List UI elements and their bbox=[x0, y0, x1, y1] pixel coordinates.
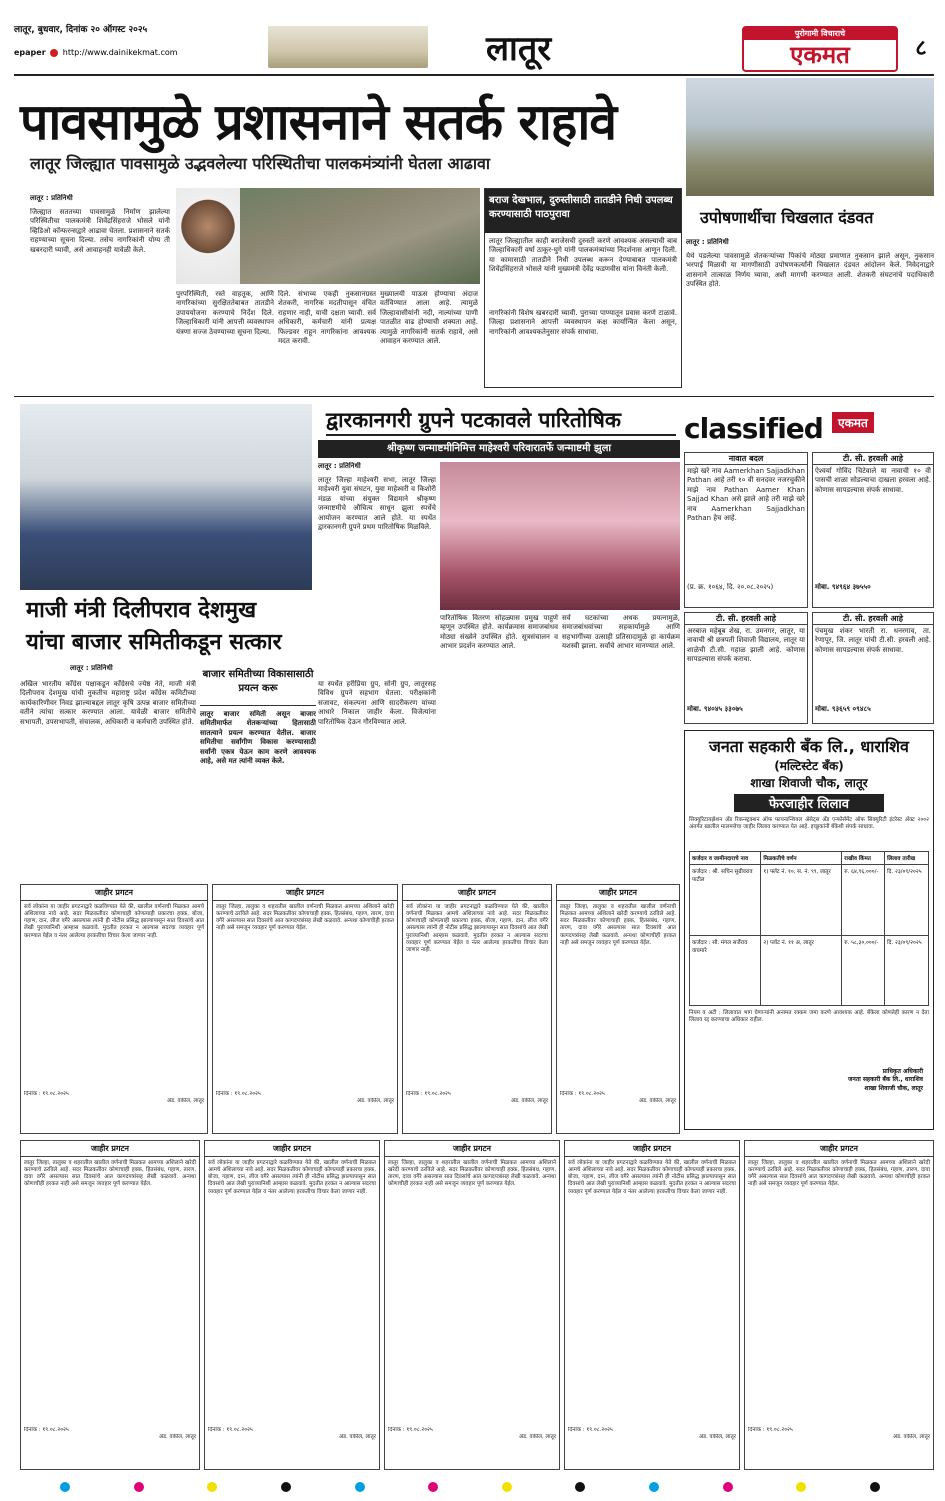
notice-3 bbox=[402, 884, 552, 1134]
upsc-byline: लातूर : प्रतिनिधी bbox=[686, 238, 729, 246]
notice-1-body: सर्व लोकांना या जाहीर प्रगटनाद्वारे कळविण्यात येते की, खालील वर्णनाची मिळकत आमचे अशिलाच्या नावे आहे. सदर मिळकतीवर कोणाचाही कोणत्याही प्रकारचा हक्क, बोजा, गहाण, दान, लीज वगैरे असल्यास त्यांनी ही नोटीस प्रसिद्ध झाल्यापासून सात दिवसांचे आत लेखी पुराव्यानिशी आम्हास कळवावे. मुदतीत हरकत न आल्यास सदरचा व्यवहार पूर्ण करण्यात येईल व नंतर आलेल्या हरकतीचा विचार केला जाणार नाही. bbox=[24, 904, 204, 939]
classified-ad-4-head: टी. सी. हरवली आहे bbox=[813, 613, 933, 625]
lead-headline: पावसामुळे प्रशासनाने सतर्क राहावे bbox=[20, 93, 617, 151]
brand-logo bbox=[742, 26, 898, 72]
notice-9-body: लातूर जिल्हा, तालुका व शहरातील खालील वर्णनाची मिळकत आमच्या अशिलाने खरेदी करण्याचे ठरविले आहे. सदर मिळकतीवर कोणाचाही हक्क, हितसंबंध, गहाण, तारण, दावा वगैरे असल्यास सात दिवसांचे आत कागदपत्रांसह लेखी कळवावे. अन्यथा कोणाचीही हरकत नाही असे समजून व्यवहार पूर्ण करण्यात येईल. bbox=[748, 1160, 930, 1188]
registration-dot-icon bbox=[575, 1482, 585, 1492]
bank-signature bbox=[685, 1068, 933, 1093]
classified-ad-3-head: टी. सी. हरवली आहे bbox=[813, 453, 933, 465]
bank-terms: नियम व अटी : लिलावात भाग घेणाऱ्यांनी अनामत रक्कम जमा करणे आवश्यक आहे. बँकेला कोणतेही कारण न देता लिलाव रद्द करण्याचा अधिकार राहील. bbox=[689, 1010, 929, 1024]
classified-ad-4 bbox=[812, 612, 934, 724]
felicitation-photo bbox=[20, 404, 312, 590]
notice-7-advocate: ॲड. वकील, लातूर bbox=[518, 1434, 556, 1441]
notice-4-date: दिनांक : १९.०८.२०२५ bbox=[560, 1091, 605, 1097]
bank-col-2: मिळकतीचे वर्णन bbox=[761, 852, 842, 865]
deshmukh-headline-2: यांचा बाजार समितीकडून सत्कार bbox=[26, 630, 282, 655]
flood-photo bbox=[240, 188, 480, 284]
deshmukh-box-headline: बाजार समितीच्या विकासासाठी प्रयत्न करू bbox=[200, 666, 316, 706]
notice-7-body: लातूर जिल्हा, तालुका व शहरातील खालील वर्णनाची मिळकत आमच्या अशिलाने खरेदी करण्याचे ठरविले आहे. सदर मिळकतीवर कोणाचाही हक्क, हितसंबंध, गहाण, तारण, दावा वगैरे असल्यास सात दिवसांचे आत कागदपत्रांसह लेखी कळवावे. अन्यथा कोणाचीही हरकत नाही असे समजून व्यवहार पूर्ण करण्यात येईल. bbox=[388, 1160, 556, 1188]
registration-dot-icon bbox=[502, 1482, 512, 1492]
bank-row-2-date: दि. २३/०९/२०२५ bbox=[885, 935, 928, 1005]
upsc-body: येथे पडलेल्या पावसामुळे शेतकऱ्यांच्या पिकांचे मोठ्या प्रमाणात नुकसान झाले असून, नुकसान भरपाई मिळावी या मागणीसाठी उपोषणकर्त्यांनी चिखलात दंडवत आंदोलन केले. निवेदनाद्वारे शासनाने तात्काळ निर्णय घ्यावा, अशी मागणी करण्यात आली. शेतकरी संघटनांचे पदाधिकारी उपस्थित होते. bbox=[686, 252, 934, 289]
bank-col-3: राखीव किंमत bbox=[842, 852, 885, 865]
notice-4 bbox=[556, 884, 680, 1134]
bank-table bbox=[689, 851, 929, 1006]
classified-ad-3 bbox=[812, 452, 934, 608]
notice-2-advocate: ॲड. वकील, लातूर bbox=[356, 1098, 394, 1105]
notice-7-title: जाहीर प्रगटन bbox=[385, 1141, 559, 1157]
header-rule bbox=[14, 74, 934, 76]
registration-dot-icon bbox=[428, 1482, 438, 1492]
notice-3-title: जाहीर प्रगटन bbox=[403, 885, 551, 901]
notice-5-advocate: ॲड. वकील, लातूर bbox=[158, 1434, 196, 1441]
bank-row-2-price: रु. ५८,३०,०००/- bbox=[842, 935, 885, 1005]
notice-8-body: सर्व लोकांना या जाहीर प्रगटनाद्वारे कळविण्यात येते की, खालील वर्णनाची मिळकत आमचे अशिलाच्या नावे आहे. सदर मिळकतीवर कोणाचाही कोणत्याही प्रकारचा हक्क, बोजा, गहाण, दान, लीज वगैरे असल्यास त्यांनी ही नोटीस प्रसिद्ध झाल्यापासून सात दिवसांचे आत लेखी पुराव्यानिशी आम्हास कळवावे. मुदतीत हरकत न आल्यास सदरचा व्यवहार पूर्ण करण्यात येईल व नंतर आलेल्या हरकतीचा विचार केला जाणार नाही. bbox=[568, 1160, 736, 1195]
notice-9 bbox=[744, 1140, 934, 1470]
notice-5 bbox=[20, 1140, 200, 1470]
notice-9-advocate: ॲड. वकील, लातूर bbox=[892, 1434, 930, 1441]
notice-1-date: दिनांक : १९.०८.२०२५ bbox=[24, 1091, 69, 1097]
registration-dot-icon bbox=[134, 1482, 144, 1492]
registration-dot-icon bbox=[281, 1482, 291, 1492]
notice-8-date: दिनांक : १९.०८.२०२५ bbox=[568, 1427, 613, 1433]
bank-notice: फेरजाहीर लिलाव bbox=[734, 794, 884, 812]
bank-col-4: लिलाव तारीख bbox=[885, 852, 928, 865]
classified-ad-1-body: माझे खरे नाव Aamerkhan Sajjadkhan Pathan आहे तरी १० वी सनदवर नजरचुकीने माझे नाव Pathan Aamer Khan Sajjad Khan असे झाले आहे तरी माझे खरे नाव Aamerkhan Sajjadkhan Pathan हेच आहे. bbox=[687, 467, 805, 523]
notice-7-date: दिनांक : १९.०८.२०२५ bbox=[388, 1427, 433, 1433]
epaper-line bbox=[14, 48, 254, 62]
classified-ad-2-head: टी. सी. हरवली आहे bbox=[685, 613, 807, 625]
notice-4-body: लातूर जिल्हा, तालुका व शहरातील खालील वर्णनाची मिळकत आमच्या अशिलाने खरेदी करण्याचे ठरविले आहे. सदर मिळकतीवर कोणाचाही हक्क, हितसंबंध, गहाण, तारण, दावा वगैरे असल्यास सात दिवसांचे आत कागदपत्रांसह लेखी कळवावे. अन्यथा कोणाचीही हरकत नाही असे समजून व्यवहार पूर्ण करण्यात येईल. bbox=[560, 904, 676, 946]
classified-ad-1-head: नावात बदल bbox=[685, 453, 807, 465]
globe-icon bbox=[50, 49, 58, 57]
notice-2 bbox=[212, 884, 398, 1134]
bank-row-1-property: १) फ्लॅट नं. १०, स. नं. ९९, लातूर bbox=[761, 865, 842, 935]
notice-6-title: जाहीर प्रगटन bbox=[205, 1141, 379, 1157]
bank-subtitle: (मल्टिस्टेट बँक) bbox=[774, 759, 844, 773]
bank-row-2-property: २) प्लॉट नं. ११ अ, लातूर bbox=[761, 935, 842, 1005]
upsc-headline: उपोषणार्थीचा चिखलात दंडवत bbox=[700, 208, 874, 227]
notice-5-body: लातूर जिल्हा, तालुका व शहरातील खालील वर्णनाची मिळकत आमच्या अशिलाने खरेदी करण्याचे ठरविले आहे. सदर मिळकतीवर कोणाचाही हक्क, हितसंबंध, गहाण, तारण, दावा वगैरे असल्यास सात दिवसांचे आत कागदपत्रांसह लेखी कळवावे. अन्यथा कोणाचीही हरकत नाही असे समजून व्यवहार पूर्ण करण्यात येईल. bbox=[24, 1160, 196, 1188]
sidebar-story-box bbox=[484, 188, 682, 388]
registration-dot-icon bbox=[649, 1482, 659, 1492]
bank-row-1-price: रु. ६४,९६,०००/- bbox=[842, 865, 885, 935]
notice-1-title: जाहीर प्रगटन bbox=[21, 885, 207, 901]
lead-col5: नागरिकांनी विशेष खबरदारी घ्यावी. पुराच्या पाण्यातून प्रवास करणे टाळावे. जिल्हा प्रशासनाने आपत्ती व्यवस्थापन कक्ष कार्यान्वित केला असून, नागरिकांनी आवश्यकतेनुसार संपर्क साधावा. bbox=[489, 309, 677, 336]
notice-7 bbox=[384, 1140, 560, 1470]
notice-3-date: दिनांक : १९.०८.२०२५ bbox=[406, 1091, 451, 1097]
bank-row-1-date: दि. २३/०९/२०२५ bbox=[887, 869, 922, 875]
notice-4-advocate: ॲड. वकील, लातूर bbox=[638, 1098, 676, 1105]
lead-col3: दिले. संभाव्य एकही नुकसानग्रस्त शेतकरी, नागरिक मदतीपासून वंचित राहणार नाही, याची दक्षता घ्यावी. सर्व अधिकारी, कर्मचारी यांनी प्रत्यक्ष फिल्डवर राहून नागरिकांना आवश्यक मदत करावी. bbox=[278, 290, 376, 346]
registration-dot-icon bbox=[207, 1482, 217, 1492]
registration-dot-icon bbox=[355, 1482, 365, 1492]
minister-portrait-photo bbox=[176, 188, 240, 284]
notice-6-date: दिनांक : १९.०८.२०२५ bbox=[208, 1427, 253, 1433]
section-title: लातूर bbox=[486, 29, 552, 69]
bank-branch: शाखा शिवाजी चौक, लातूर bbox=[750, 776, 868, 790]
bank-title: जनता सहकारी बँक लि., धाराशिव bbox=[709, 737, 909, 756]
jhula-photo bbox=[440, 462, 680, 610]
classified-ad-1 bbox=[684, 452, 808, 608]
notice-2-body: लातूर जिल्हा, तालुका व शहरातील खालील वर्णनाची मिळकत आमच्या अशिलाने खरेदी करण्याचे ठरविले आहे. सदर मिळकतीवर कोणाचाही हक्क, हितसंबंध, गहाण, तारण, दावा वगैरे असल्यास सात दिवसांचे आत कागदपत्रांसह लेखी कळवावे. अन्यथा कोणाचीही हरकत नाही असे समजून व्यवहार पूर्ण करण्यात येईल. bbox=[216, 904, 394, 932]
sidebar-story-headline: बराज देखभाल, दुरुस्तीसाठी तातडीने निधी उपलब्ध करण्यासाठी पाठपुरावा bbox=[485, 189, 681, 233]
classified-ad-3-body: ऐश्वर्या गोविंद चिटेवाले या नावाची १० वी पासची शाळा सोडल्याचा दाखला हरवला आहे. कोणास सापडल्यास संपर्क साधावा. bbox=[815, 467, 931, 494]
classified-ad-2-contact: मोबा. ९४०४५ ३३०७५ bbox=[687, 705, 743, 713]
notice-3-body: सर्व लोकांना या जाहीर प्रगटनाद्वारे कळविण्यात येते की, खालील वर्णनाची मिळकत आमचे अशिलाच्या नावे आहे. सदर मिळकतीवर कोणाचाही कोणत्याही प्रकारचा हक्क, बोजा, गहाण, दान, लीज वगैरे असल्यास त्यांनी ही नोटीस प्रसिद्ध झाल्यापासून सात दिवसांचे आत लेखी पुराव्यानिशी आम्हास कळवावे. मुदतीत हरकत न आल्यास सदरचा व्यवहार पूर्ण करण्यात येईल व नंतर आलेल्या हरकतीचा विचार केला जाणार नाही. bbox=[406, 904, 548, 953]
lead-subhead: लातूर जिल्ह्यात पावसामुळे उद्भवलेल्या परिस्थितीचा पालकमंत्र्यांनी घेतला आढावा bbox=[30, 154, 491, 173]
notice-1-advocate: ॲड. वकील, लातूर bbox=[166, 1098, 204, 1105]
notice-2-title: जाहीर प्रगटन bbox=[213, 885, 397, 901]
lead-col1: जिल्ह्यात सततच्या पावसामुळे निर्माण झालेल्या परिस्थितीचा पालकमंत्री शिवेंद्रसिंहराजे भोसले यांनी व्हिडिओ कॉन्फरन्सद्वारे आढावा घेतला. प्रशासनाने सतर्क राहण्याच्या सूचना दिल्या. तसेच नागरिकांनी योग्य ती खबरदारी घ्यावी, असे आवाहनही यावेळी केले. bbox=[30, 208, 170, 254]
notice-6-body: सर्व लोकांना या जाहीर प्रगटनाद्वारे कळविण्यात येते की, खालील वर्णनाची मिळकत आमचे अशिलाच्या नावे आहे. सदर मिळकतीवर कोणाचाही कोणत्याही प्रकारचा हक्क, बोजा, गहाण, दान, लीज वगैरे असल्यास त्यांनी ही नोटीस प्रसिद्ध झाल्यापासून सात दिवसांचे आत लेखी पुराव्यानिशी आम्हास कळवावे. मुदतीत हरकत न आल्यास सदरचा व्यवहार पूर्ण करण्यात येईल व नंतर आलेल्या हरकतीचा विचार केला जाणार नाही. bbox=[208, 1160, 376, 1195]
lead-col4: मुख्यालयी पाऊस होण्याचा अंदाज वर्तविण्यात आला आहे. त्यामुळे जिल्हावासीयांनी नदी, नाल्यांच्या पाणी पातळीत वाढ होण्याची शक्यता आहे. त्यामुळे नागरिकांनी सतर्क राहावे, असे आवाहन करण्यात आले. bbox=[380, 290, 478, 346]
dwarka-headline: द्वारकानगरी ग्रुपने पटकावले पारितोषिक bbox=[326, 406, 676, 436]
registration-dot-icon bbox=[870, 1482, 880, 1492]
bank-col-1: कर्जदार व जामीनदाराचे नाव bbox=[690, 852, 761, 865]
deshmukh-body: अखिल भारतीय काँग्रेस पक्षाकडून कॉंग्रेसचे ज्येष्ठ नेते, माजी मंत्री दिलीपराव देशमुख यांची नुकतीच महाराष्ट्र प्रदेश काँग्रेस कमिटीच्या कार्यकारिणीवर निवड झाल्याबद्दल लातूर कृषि उत्पन्न बाजार समितीच्या वतीने त्यांचा सत्कार करण्यात आला. यावेळी बाजार समितीचे सभापती, उपसभापती, संचालक, अधिकारी व कर्मचारी उपस्थित होते. bbox=[20, 680, 196, 726]
bank-row-2-name: कर्जदार : सौ. मंगल सर्जेराव वाघमारे bbox=[690, 935, 761, 1005]
registration-dot-icon bbox=[796, 1482, 806, 1492]
bank-sign-1: प्राधिकृत अधिकारी bbox=[882, 1068, 923, 1075]
lead-byline: लातूर : प्रतिनिधी bbox=[30, 194, 73, 202]
dwarka-subhead: श्रीकृष्ण जन्माष्टमीनिमित्त माहेश्वरी परिवारातर्फे जन्माष्टमी झुला bbox=[318, 440, 680, 458]
classified-ad-1-ref: (प्र. क्र. १०६४, दि. २०.०८.२०२५) bbox=[687, 583, 774, 591]
page-number: ८ bbox=[915, 36, 927, 61]
brand-tagline: पुरोगामी विचाराचे bbox=[744, 28, 896, 40]
notice-8 bbox=[564, 1140, 740, 1470]
section-rule-1 bbox=[14, 396, 934, 397]
group-photo-upsc bbox=[686, 78, 934, 196]
brand-name: एकमत bbox=[790, 41, 850, 69]
epaper-label: epaper bbox=[14, 48, 46, 57]
dwarka-col4: सर्व घटकांच्या अथक प्रयत्नामुळे, समाजबांधवांच्या सहकार्यामुळे आणि सहभागींच्या उत्साही प्रतिसादामुळे हा कार्यक्रम यशस्वी झाला. सर्वांचे आभार मानण्यात आले. bbox=[562, 614, 680, 651]
notice-1 bbox=[20, 884, 208, 1134]
sidebar-story-body: लातूर जिल्ह्यातील काही बराजेसची दुरुस्ती करणे आवश्यक असल्याची बाब जिल्हाधिकारी वर्षा ठाकूर-घुगे यांनी पालकमंत्र्यांच्या निदर्शनास आणून दिली. या कामासाठी तातडीने निधी उपलब्ध करून देण्याबाबत पालकमंत्री शिवेंद्रसिंहराजे भोसले यांनी मुख्यमंत्री देवेंद्र फडणवीस यांना विनंती केली. bbox=[489, 237, 677, 274]
classified-label: classified bbox=[684, 412, 823, 445]
deshmukh-headline-1: माजी मंत्री दिलीपराव देशमुख bbox=[26, 598, 257, 623]
classified-ad-2-body: अरबाज महेबूब शेख, रा. उमनगर, लातूर, या नावाची श्री छत्रपती शिवाजी विद्यालय, लातूर या शाळेची टी.सी. गहाळ झाली आहे. कोणास सापडल्यास संपर्क करावा. bbox=[687, 627, 805, 664]
classified-ad-4-contact: मोबा. ९३६५९ ०९४८५ bbox=[815, 705, 871, 713]
notice-3-advocate: ॲड. वकील, लातूर bbox=[510, 1098, 548, 1105]
notice-5-date: दिनांक : १९.०८.२०२५ bbox=[24, 1427, 69, 1433]
classified-brand: एकमत bbox=[832, 412, 874, 433]
notice-6-advocate: ॲड. वकील, लातूर bbox=[338, 1434, 376, 1441]
city-skyline-banner bbox=[268, 26, 428, 68]
notice-9-title: जाहीर प्रगटन bbox=[745, 1141, 933, 1157]
registration-dot-icon bbox=[723, 1482, 733, 1492]
dwarka-col3: पारितोषिक वितरण सोहळ्यास प्रमुख पाहुणे म्हणून उपस्थित होते. कार्यक्रमास समाजबांधव मोठ्या संख्येने उपस्थित होते. सूत्रसंचालन व आभार प्रदर्शन करण्यात आले. bbox=[440, 614, 558, 651]
bank-sign-2: जनता सहकारी बँक लि., धाराशिव bbox=[848, 1076, 923, 1084]
dateline: लातूर, बुधवार, दिनांक २० ऑगस्ट २०२५ bbox=[14, 25, 148, 35]
dwarka-byline: लातूर : प्रतिनिधी bbox=[318, 462, 361, 470]
bank-intro: सिक्युरिटायझेशन अँड रिकन्स्ट्रक्शन ऑफ फायनान्शियल ॲसेट्स अँड एन्फोर्समेंट ऑफ सिक्युरिटी इंटरेस्ट ॲक्ट २००२ अंतर्गत खालील मालमत्तेचा जाहीर लिलाव करण्यात येत आहे. इच्छुकांनी बँकेशी संपर्क साधावा. bbox=[689, 817, 929, 831]
notice-8-advocate: ॲड. वकील, लातूर bbox=[698, 1434, 736, 1441]
notice-4-title: जाहीर प्रगटन bbox=[557, 885, 679, 901]
bank-row-1-name: कर्जदार : श्री. सचिन सुग्रीवराव पाटील bbox=[690, 865, 761, 935]
notice-6 bbox=[204, 1140, 380, 1470]
classified-ad-3-contact: मोबा. ९४९६४ ३७५५० bbox=[815, 583, 871, 591]
bank-sign-3: शाखा शिवाजी चौक, लातूर bbox=[864, 1084, 923, 1092]
notice-5-title: जाहीर प्रगटन bbox=[21, 1141, 199, 1157]
deshmukh-box-body: लातूर बाजार समिती असून बाजार समितीमार्फत शेतकऱ्यांच्या हितासाठी सातत्याने प्रयत्न करण्यात येतील. बाजार समितीचा सर्वांगीण विकास करण्यासाठी सर्वांनी एकत्र येऊन काम करणे आवश्यक आहे, असे मत त्यांनी व्यक्त केले. bbox=[200, 710, 316, 766]
bank-auction-ad bbox=[684, 730, 934, 1130]
classified-banner bbox=[684, 412, 934, 446]
classified-ad-2 bbox=[684, 612, 808, 724]
registration-dot-icon bbox=[60, 1482, 70, 1492]
epaper-url[interactable]: http://www.dainikekmat.com bbox=[62, 48, 178, 57]
dwarka-col1: लातूर जिल्हा माहेश्वरी सभा, लातूर जिल्हा माहेश्वरी युवा संघटन, युवा माहेश्वरी व किशोरी मंडळ यांच्या संयुक्त विद्यमाने श्रीकृष्ण जन्माष्टमीचे औचित्य साधून झुला स्पर्धेचे आयोजन करण्यात आले होते. या स्पर्धेत द्वारकानगरी ग्रुपने प्रथम पारितोषिक मिळविले. bbox=[318, 476, 436, 532]
notice-2-date: दिनांक : १९.०८.२०२५ bbox=[216, 1091, 261, 1097]
notice-9-date: दिनांक : १९.०८.२०२५ bbox=[748, 1427, 793, 1433]
dwarka-col2: या स्पर्धेत हरीप्रिया ग्रुप, सोनी ग्रुप, लातूरसह विविध ग्रुपने सहभाग घेतला. परीक्षकांनी सजावट, संकल्पना आणि सादरीकरण यांच्या आधारे निकाल जाहीर केला. विजेत्यांना पारितोषिक देऊन गौरविण्यात आले. bbox=[318, 680, 436, 726]
classified-ad-4-body: पंचमुख शंकर भारती रा. धनरगाव, ता. रेणापूर, जि. लातूर यांची टी.सी. हरवली आहे. कोणास सापडल्यास संपर्क साधावा. bbox=[815, 627, 931, 654]
deshmukh-byline: लातूर : प्रतिनिधी bbox=[70, 664, 113, 672]
color-registration-bar bbox=[60, 1480, 880, 1494]
lead-col2: पुरपरिस्थिती, रस्ते वाहतूक, आणि नागरिकांच्या सुरक्षिततेबाबत तातडीने उपाययोजना करण्याचे निर्देश दिले. जिल्हाधिकारी यांनी आपत्ती व्यवस्थापन यंत्रणा सज्ज ठेवण्याच्या सूचना दिल्या. bbox=[176, 290, 274, 336]
notice-8-title: जाहीर प्रगटन bbox=[565, 1141, 739, 1157]
